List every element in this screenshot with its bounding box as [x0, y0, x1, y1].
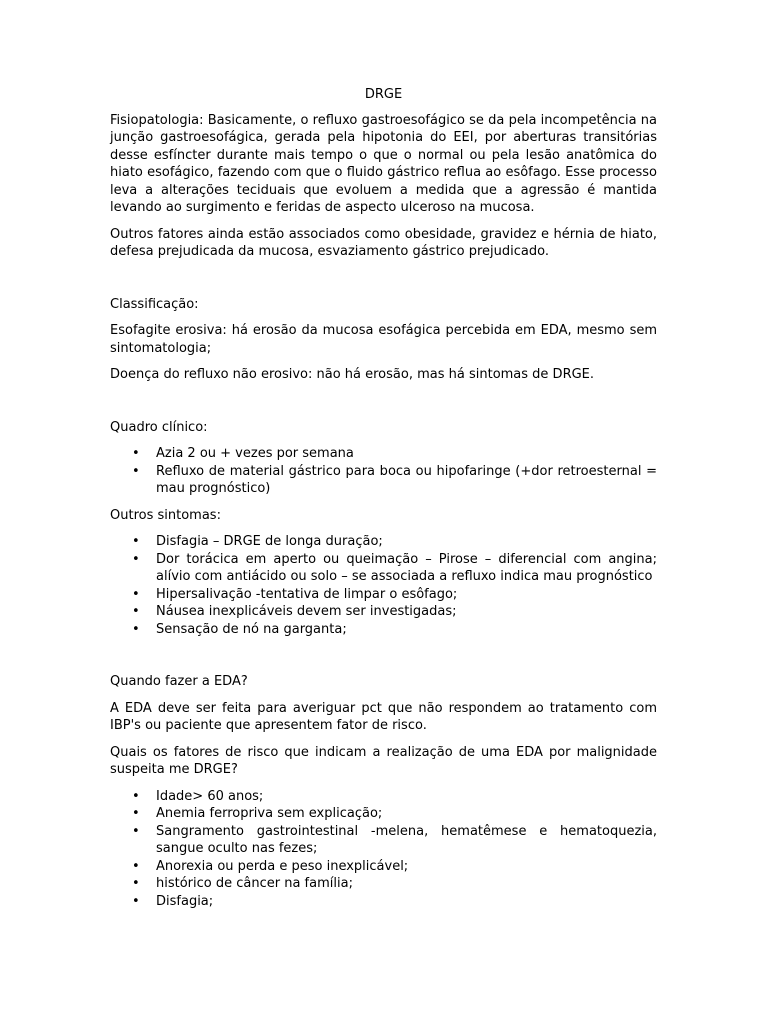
- eda-heading: Quando fazer a EDA?: [110, 674, 248, 689]
- list-item-text: Hipersalivação -tentativa de limpar o esôfago;: [156, 586, 458, 602]
- eda-paragraph: A EDA deve ser feita para averiguar pct que não respondem ao tratamento com IBP's ou paciente que apresentem fator de risco.: [110, 700, 657, 733]
- outros-sintomas-heading: Outros sintomas:: [110, 507, 221, 523]
- list-item: [110, 445, 657, 463]
- spacer: [110, 270, 657, 296]
- list-item: [110, 893, 657, 911]
- spacer: [110, 393, 657, 419]
- spacer: [110, 647, 657, 673]
- quadro-clinico-list: [110, 445, 657, 498]
- list-item: [110, 788, 657, 806]
- list-item: [110, 823, 657, 858]
- bullet-icon: •: [132, 463, 140, 479]
- list-item-text: Sangramento gastrointestinal -melena, hematêmese e hematoquezia, sangue oculto nas fezes;: [156, 823, 657, 856]
- list-item-text: Anemia ferropriva sem explicação;: [156, 806, 383, 821]
- list-item: [110, 551, 657, 586]
- quadro-clinico-heading: Quadro clínico:: [110, 419, 208, 435]
- list-item-text: Refluxo de material gástrico para boca ou hipofaringe (+dor retroesternal = mau prognóstico): [156, 463, 657, 496]
- list-item-text: Anorexia ou perda e peso inexplicável;: [156, 858, 409, 874]
- classificacao-heading: Classificação:: [110, 296, 199, 312]
- bullet-icon: •: [132, 788, 140, 804]
- bullet-icon: •: [132, 586, 140, 602]
- list-item-text: Náusea inexplicáveis devem ser investigadas;: [156, 604, 457, 619]
- list-item-text: Azia 2 ou + vezes por semana: [156, 446, 354, 461]
- bullet-icon: •: [132, 823, 140, 839]
- list-item: [110, 621, 657, 639]
- list-item: [110, 603, 657, 621]
- list-item: [110, 805, 657, 823]
- bullet-icon: •: [132, 621, 140, 637]
- document-body: [110, 86, 657, 919]
- doenca-nao-erosiva-paragraph: Doença do refluxo não erosivo: não há erosão, mas há sintomas de DRGE.: [110, 367, 595, 382]
- fatores-question: Quais os fatores de risco que indicam a realização de uma EDA por malignidade suspeita me DRGE?: [110, 744, 657, 777]
- fisiopatologia-paragraph: Fisiopatologia: Basicamente, o refluxo gastroesofágico se da pela incompetência na junção gastroesofágica, gerada pela hipotonia do EEI, por aberturas transitórias desse esfíncter durante mais tempo o que o normal ou pela lesão anatômica do hiato esofágico, fazendo com que o fluido gástrico reflua ao esôfago. Esse processo leva a alterações teciduais que evoluem a medida que a agressão é mantida levando ao surgimento e feridas de aspecto ulceroso na mucosa.: [110, 112, 657, 215]
- list-item: [110, 533, 657, 551]
- bullet-icon: •: [132, 604, 140, 619]
- list-item-text: Dor torácica em aperto ou queimação – Pirose – diferencial com angina; alívio com antiácido ou solo – se associada a refluxo indica mau prognóstico: [156, 551, 657, 584]
- bullet-icon: •: [132, 446, 140, 461]
- list-item: [110, 586, 657, 604]
- bullet-icon: •: [132, 893, 140, 909]
- list-item-text: Disfagia;: [156, 893, 214, 909]
- fatores-risco-list: [110, 788, 657, 911]
- list-item: [110, 875, 657, 893]
- bullet-icon: •: [132, 876, 140, 891]
- outros-sintomas-list: [110, 533, 657, 638]
- bullet-icon: •: [132, 534, 140, 549]
- list-item: [110, 463, 657, 498]
- bullet-icon: •: [132, 806, 140, 821]
- list-item-text: Disfagia – DRGE de longa duração;: [156, 534, 383, 549]
- bullet-icon: •: [132, 551, 140, 567]
- document-title: DRGE: [364, 87, 403, 102]
- list-item: [110, 858, 657, 876]
- outros-fatores-paragraph: Outros fatores ainda estão associados como obesidade, gravidez e hérnia de hiato, defesa prejudicada da mucosa, esvaziamento gástrico prejudicado.: [110, 226, 657, 259]
- esofagite-paragraph: Esofagite erosiva: há erosão da mucosa esofágica percebida em EDA, mesmo sem sintomatologia;: [110, 323, 657, 356]
- bullet-icon: •: [132, 858, 140, 874]
- list-item-text: Sensação de nó na garganta;: [156, 621, 347, 637]
- list-item-text: Idade> 60 anos;: [156, 788, 264, 804]
- list-item-text: histórico de câncer na família;: [156, 876, 353, 891]
